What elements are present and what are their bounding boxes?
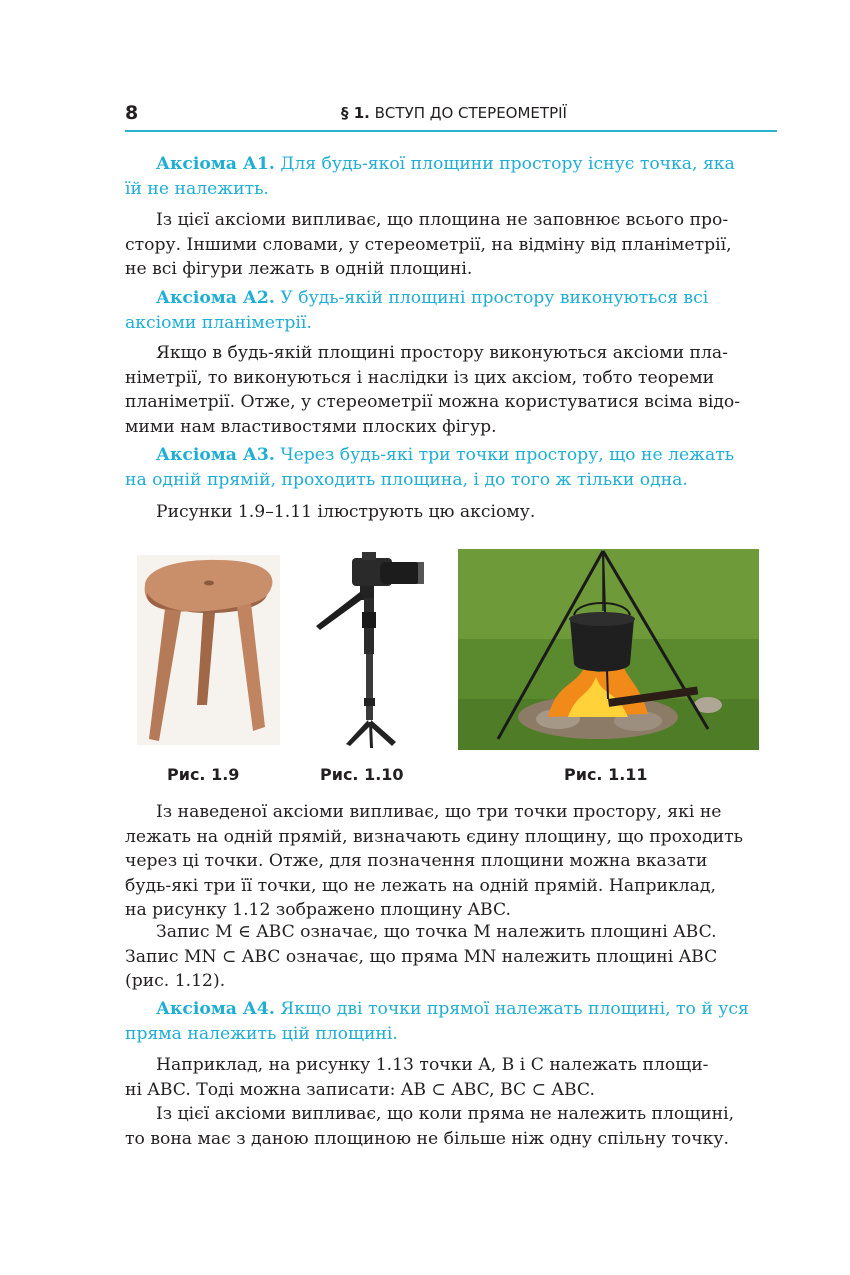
text-line: ні ABC. Тоді можна записати: AB ⊂ ABC, BC ⊂ ABC. — [125, 1079, 595, 1100]
stool-photo — [137, 555, 280, 745]
running-header — [125, 98, 777, 132]
text-line: Запис MN ⊂ ABC означає, що пряма MN належить площині ABC — [125, 946, 718, 967]
axiom-text: Якщо дві точки прямої належать площині, то й уся — [280, 999, 749, 1019]
figure-caption: Рис. 1.10 — [320, 765, 404, 784]
text-line: планіметрії. Отже, у стереометрії можна користуватися всіма відо- — [125, 392, 741, 412]
page-number: 8 — [125, 102, 139, 124]
text-line: Якщо в будь-якій площині простору виконуються аксіоми пла- — [156, 343, 728, 363]
text-line: будь-які три її точки, що не лежать на одній прямій. Наприклад, — [125, 875, 716, 896]
axiom-text: їй не належить. — [125, 178, 269, 199]
text-line: Наприклад, на рисунку 1.13 точки A, B і C належать площи- — [156, 1055, 709, 1075]
text-line: через ці точки. Отже, для позначення площини можна вказати — [125, 851, 708, 871]
text-line: Рисунки 1.9–1.11 ілюструють цю аксіому. — [156, 502, 536, 522]
text-line: Із наведеної аксіоми випливає, що три точки простору, які не — [156, 802, 722, 822]
paragraph-5 — [125, 920, 777, 994]
camera-tripod-photo — [300, 548, 425, 748]
paragraph-6 — [125, 1053, 777, 1102]
axiom-label: Аксіома А2. — [156, 288, 275, 308]
axiom-label: Аксіома А3. — [156, 445, 275, 465]
paragraph-3 — [125, 500, 777, 525]
axiom-text: Через будь-які три точки простору, що не лежать — [280, 445, 735, 465]
axiom-a4 — [125, 997, 777, 1046]
axiom-text: пряма належить цій площині. — [125, 1023, 398, 1044]
axiom-text: У будь-якій площині простору виконуються всі — [280, 288, 709, 308]
paragraph-2 — [125, 341, 777, 439]
figure-caption: Рис. 1.11 — [564, 765, 648, 784]
axiom-text: аксіоми планіметрії. — [125, 312, 312, 333]
section-title — [341, 104, 567, 122]
section-title-text: ВСТУП ДО СТЕРЕОМЕТРІЇ — [374, 104, 567, 122]
text-line: то вона має з даною площиною не більше ніж одну спільну точку. — [125, 1128, 729, 1149]
section-mark: § 1. — [341, 104, 370, 122]
axiom-label: Аксіома А1. — [156, 154, 275, 174]
text-line: лежать на одній прямій, визначають єдину площину, що проходить — [125, 826, 743, 847]
text-line: Із цієї аксіоми випливає, що коли пряма не належить площині, — [156, 1104, 735, 1124]
axiom-a3 — [125, 443, 777, 492]
axiom-a1 — [125, 152, 777, 201]
paragraph-7 — [125, 1102, 777, 1151]
text-line: німетрії, то виконуються і наслідки із цих аксіом, тобто теореми — [125, 367, 715, 388]
text-line: мими нам властивостями плоских фігур. — [125, 416, 497, 437]
text-line: стору. Іншими словами, у стереометрії, на відміну від планіметрії, — [125, 234, 732, 255]
text-line: (рис. 1.12). — [125, 971, 226, 991]
axiom-label: Аксіома А4. — [156, 999, 275, 1019]
text-line: Запис M ∈ ABC означає, що точка M належить площині ABC. — [156, 922, 717, 942]
axiom-text: Для будь-якої площини простору існує точка, яка — [280, 154, 735, 174]
campfire-photo — [458, 549, 759, 750]
text-line: Із цієї аксіоми випливає, що площина не заповнює всього про- — [156, 210, 729, 230]
axiom-text: на одній прямій, проходить площина, і до того ж тільки одна. — [125, 469, 688, 490]
paragraph-1 — [125, 208, 777, 282]
text-line: на рисунку 1.12 зображено площину ABC. — [125, 900, 511, 920]
paragraph-4 — [125, 800, 777, 923]
text-line: не всі фігури лежать в одній площині. — [125, 259, 473, 279]
figure-caption: Рис. 1.9 — [167, 765, 240, 784]
axiom-a2 — [125, 286, 777, 335]
